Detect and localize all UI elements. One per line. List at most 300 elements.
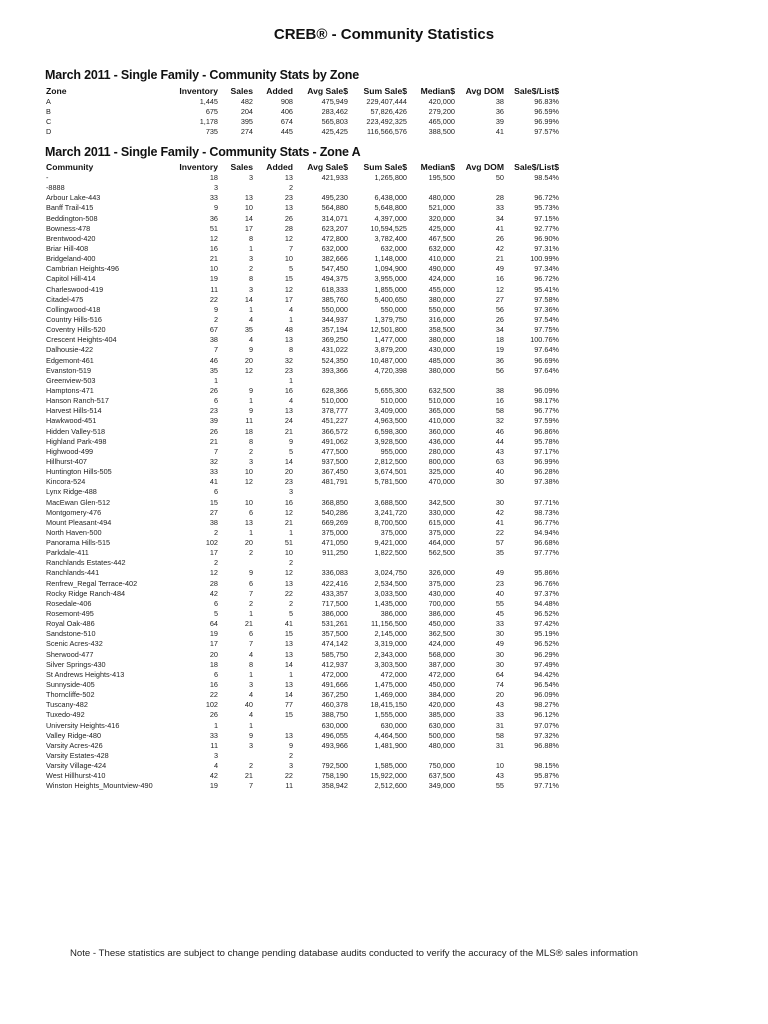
cell-added: 22 bbox=[284, 588, 293, 598]
table-row bbox=[46, 366, 566, 376]
cell-sale-list-ratio: 95.73% bbox=[534, 203, 559, 213]
cell-sum-sale: 15,922,000 bbox=[370, 771, 407, 781]
cell-avg-sale: 368,850 bbox=[321, 497, 348, 507]
cell-added: 16 bbox=[284, 385, 293, 395]
cell-name: - bbox=[46, 173, 49, 182]
cell-avg-dom: 31 bbox=[495, 740, 504, 750]
cell-added: 13 bbox=[284, 639, 293, 649]
column-header-added: Added bbox=[266, 86, 293, 96]
cell-avg-sale: 758,190 bbox=[321, 771, 348, 781]
cell-avg-sale: 628,366 bbox=[321, 385, 348, 395]
cell-sale-list-ratio: 96.76% bbox=[534, 578, 559, 588]
cell-sale-list-ratio: 96.29% bbox=[534, 649, 559, 659]
cell-name: Coventry Hills-520 bbox=[46, 325, 106, 335]
cell-inventory: 2 bbox=[213, 558, 218, 568]
table-row bbox=[46, 325, 566, 335]
cell-name: Briar Hill-408 bbox=[46, 243, 89, 253]
cell-sale-list-ratio: 97.57% bbox=[534, 127, 559, 137]
cell-median: 470,000 bbox=[428, 477, 455, 487]
cell-avg-sale: 460,378 bbox=[321, 700, 348, 710]
cell-median: 455,000 bbox=[428, 284, 455, 294]
column-header-median: Median$ bbox=[420, 86, 455, 96]
cell-sale-list-ratio: 96.99% bbox=[534, 117, 559, 127]
cell-median: 410,000 bbox=[428, 254, 455, 264]
cell-added: 4 bbox=[288, 304, 293, 314]
cell-avg-dom: 36 bbox=[495, 355, 504, 365]
cell-added: 7 bbox=[288, 243, 293, 253]
cell-sales: 7 bbox=[248, 588, 253, 598]
cell-added: 1 bbox=[288, 314, 293, 324]
cell-name: Brentwood-420 bbox=[46, 233, 96, 243]
cell-added: 41 bbox=[284, 619, 293, 629]
cell-median: 430,000 bbox=[428, 588, 455, 598]
cell-name: Arbour Lake-443 bbox=[46, 193, 101, 203]
cell-inventory: 64 bbox=[209, 619, 218, 629]
cell-median: 380,000 bbox=[428, 294, 455, 304]
cell-sum-sale: 2,534,500 bbox=[374, 578, 407, 588]
column-header-avg-sale: Avg Sale$ bbox=[307, 86, 348, 96]
cell-name: Tuxedo-492 bbox=[46, 710, 85, 720]
cell-avg-dom: 31 bbox=[495, 720, 504, 730]
cell-avg-dom: 16 bbox=[495, 396, 504, 406]
cell-sales: 12 bbox=[244, 365, 253, 375]
cell-inventory: 6 bbox=[213, 669, 218, 679]
cell-avg-sale: 911,250 bbox=[322, 548, 348, 558]
cell-added: 21 bbox=[284, 517, 293, 527]
cell-added: 5 bbox=[288, 264, 293, 274]
table-row bbox=[46, 254, 566, 264]
cell-name: Winston Heights_Mountview-490 bbox=[46, 781, 153, 791]
cell-name: Capitol Hill-414 bbox=[46, 274, 96, 284]
cell-sales: 8 bbox=[248, 436, 253, 446]
column-header-inventory: Inventory bbox=[179, 86, 218, 96]
cell-name: Renfrew_Regal Terrace-402 bbox=[46, 578, 138, 588]
table-row bbox=[46, 741, 566, 751]
table-row bbox=[46, 650, 566, 660]
cell-inventory: 735 bbox=[205, 127, 218, 137]
cell-sale-list-ratio: 96.09% bbox=[534, 690, 559, 700]
cell-sales: 11 bbox=[245, 416, 253, 426]
cell-sales: 35 bbox=[244, 325, 253, 335]
cell-sum-sale: 1,475,000 bbox=[374, 680, 407, 690]
cell-added: 77 bbox=[284, 700, 293, 710]
cell-name: Dalhousie-422 bbox=[46, 345, 94, 355]
cell-sum-sale: 386,000 bbox=[380, 609, 407, 619]
cell-sum-sale: 1,094,900 bbox=[374, 264, 407, 274]
cell-name: C bbox=[46, 117, 52, 127]
cell-sum-sale: 2,812,500 bbox=[374, 456, 407, 466]
cell-sale-list-ratio: 96.90% bbox=[534, 233, 559, 243]
cell-avg-sale: 531,261 bbox=[321, 619, 348, 629]
cell-median: 630,000 bbox=[428, 720, 455, 730]
cell-added: 48 bbox=[284, 325, 293, 335]
table-row bbox=[46, 528, 566, 538]
cell-sale-list-ratio: 97.37% bbox=[534, 588, 559, 598]
cell-sales: 9 bbox=[248, 406, 253, 416]
cell-avg-dom: 44 bbox=[495, 436, 504, 446]
cell-inventory: 18 bbox=[209, 173, 218, 182]
column-header-avg-sale: Avg Sale$ bbox=[307, 162, 348, 172]
cell-median: 325,000 bbox=[428, 467, 455, 477]
table-row bbox=[46, 771, 566, 781]
cell-sum-sale: 3,319,000 bbox=[374, 639, 407, 649]
table-row bbox=[46, 518, 566, 528]
cell-median: 450,000 bbox=[428, 680, 455, 690]
cell-avg-dom: 41 bbox=[495, 223, 504, 233]
cell-sales: 2 bbox=[248, 761, 253, 771]
cell-avg-sale: 431,022 bbox=[321, 345, 348, 355]
cell-inventory: 20 bbox=[209, 649, 218, 659]
cell-sales: 4 bbox=[248, 649, 253, 659]
cell-median: 195,500 bbox=[428, 173, 455, 182]
cell-avg-dom: 64 bbox=[495, 669, 504, 679]
cell-avg-sale: 717,500 bbox=[321, 598, 348, 608]
cell-name: North Haven-500 bbox=[46, 527, 102, 537]
cell-name: D bbox=[46, 127, 52, 137]
cell-name: West Hillhurst-410 bbox=[46, 771, 106, 781]
cell-sum-sale: 3,688,500 bbox=[374, 497, 407, 507]
cell-sum-sale: 5,655,300 bbox=[374, 385, 407, 395]
cell-inventory: 42 bbox=[209, 771, 218, 781]
cell-median: 358,500 bbox=[428, 325, 455, 335]
cell-inventory: 46 bbox=[209, 355, 218, 365]
cell-avg-sale: 494,375 bbox=[321, 274, 348, 284]
cell-added: 12 bbox=[284, 233, 293, 243]
cell-inventory: 26 bbox=[209, 426, 218, 436]
cell-added: 13 bbox=[284, 406, 293, 416]
cell-avg-dom: 32 bbox=[495, 416, 504, 426]
cell-name: Evanston-519 bbox=[46, 365, 92, 375]
cell-sales: 10 bbox=[244, 203, 253, 213]
cell-sum-sale: 1,855,000 bbox=[374, 284, 407, 294]
cell-inventory: 41 bbox=[209, 477, 218, 487]
cell-avg-dom: 36 bbox=[495, 107, 504, 117]
cell-sum-sale: 1,379,750 bbox=[374, 314, 407, 324]
cell-sales: 9 bbox=[248, 730, 253, 740]
cell-name: St Andrews Heights-413 bbox=[46, 669, 125, 679]
cell-sum-sale: 10,487,000 bbox=[370, 355, 407, 365]
table-row bbox=[46, 386, 566, 396]
cell-avg-sale: 385,760 bbox=[321, 294, 348, 304]
cell-name: Greenview-503 bbox=[46, 375, 96, 385]
cell-sale-list-ratio: 97.71% bbox=[534, 497, 559, 507]
cell-median: 424,000 bbox=[428, 639, 455, 649]
cell-sum-sale: 3,024,750 bbox=[374, 568, 407, 578]
table-row bbox=[46, 508, 566, 518]
cell-sum-sale: 18,415,150 bbox=[370, 700, 407, 710]
cell-sum-sale: 3,928,500 bbox=[374, 436, 407, 446]
cell-added: 17 bbox=[284, 294, 293, 304]
cell-avg-dom: 40 bbox=[495, 467, 504, 477]
cell-avg-sale: 540,286 bbox=[321, 507, 348, 517]
table-row bbox=[46, 305, 566, 315]
cell-median: 362,500 bbox=[428, 629, 455, 639]
cell-avg-dom: 12 bbox=[495, 284, 504, 294]
column-header-median: Median$ bbox=[420, 162, 455, 172]
cell-name: Ranchlands Estates-442 bbox=[46, 558, 126, 568]
cell-inventory: 12 bbox=[209, 233, 218, 243]
cell-name: Royal Oak-486 bbox=[46, 619, 95, 629]
column-header-sale-list-ratio: Sale$/List$ bbox=[514, 86, 559, 96]
cell-added: 3 bbox=[288, 761, 293, 771]
cell-inventory: 3 bbox=[213, 751, 218, 761]
cell-sum-sale: 5,781,500 bbox=[374, 477, 407, 487]
cell-avg-sale: 632,000 bbox=[321, 243, 348, 253]
cell-name: Highland Park-498 bbox=[46, 436, 107, 446]
table-row bbox=[46, 721, 566, 731]
cell-inventory: 7 bbox=[213, 345, 218, 355]
column-header-sales: Sales bbox=[230, 162, 253, 172]
cell-avg-dom: 28 bbox=[495, 193, 504, 203]
table-row bbox=[46, 193, 566, 203]
table-row bbox=[46, 447, 566, 457]
cell-inventory: 6 bbox=[213, 598, 218, 608]
table-row bbox=[46, 731, 566, 741]
cell-sum-sale: 3,879,200 bbox=[374, 345, 407, 355]
cell-sale-list-ratio: 96.72% bbox=[534, 274, 559, 284]
cell-avg-sale: 481,791 bbox=[321, 477, 348, 487]
cell-added: 4 bbox=[288, 396, 293, 406]
cell-added: 15 bbox=[284, 629, 293, 639]
cell-name: Collingwood-418 bbox=[46, 304, 101, 314]
cell-sales: 395 bbox=[240, 117, 253, 127]
cell-name: Rocky Ridge Ranch-484 bbox=[46, 588, 126, 598]
cell-median: 480,000 bbox=[428, 740, 455, 750]
cell-inventory: 19 bbox=[209, 629, 218, 639]
cell-inventory: 9 bbox=[213, 203, 218, 213]
cell-avg-dom: 26 bbox=[495, 314, 504, 324]
cell-inventory: 17 bbox=[209, 548, 218, 558]
cell-avg-sale: 433,357 bbox=[321, 588, 348, 598]
cell-avg-dom: 43 bbox=[495, 700, 504, 710]
cell-sum-sale: 3,955,000 bbox=[374, 274, 407, 284]
cell-inventory: 19 bbox=[209, 781, 218, 791]
cell-sum-sale: 2,145,000 bbox=[374, 629, 407, 639]
cell-avg-dom: 74 bbox=[495, 680, 504, 690]
cell-median: 425,000 bbox=[428, 223, 455, 233]
cell-inventory: 67 bbox=[209, 325, 218, 335]
cell-avg-dom: 56 bbox=[495, 304, 504, 314]
cell-median: 365,000 bbox=[428, 406, 455, 416]
cell-name: Valley Ridge-480 bbox=[46, 730, 102, 740]
cell-inventory: 6 bbox=[213, 396, 218, 406]
cell-name: Parkdale-411 bbox=[46, 548, 89, 558]
cell-sale-list-ratio: 97.64% bbox=[534, 365, 559, 375]
cell-sum-sale: 955,000 bbox=[380, 446, 407, 456]
cell-sum-sale: 5,400,650 bbox=[374, 294, 407, 304]
page-title: CREB® - Community Statistics bbox=[273, 26, 495, 43]
column-header-inventory: Inventory bbox=[179, 162, 218, 172]
cell-median: 615,000 bbox=[428, 517, 455, 527]
cell-sale-list-ratio: 97.34% bbox=[534, 264, 559, 274]
cell-inventory: 7 bbox=[213, 446, 218, 456]
cell-sum-sale: 3,303,500 bbox=[374, 659, 407, 669]
cell-inventory: 12 bbox=[209, 568, 218, 578]
cell-median: 410,000 bbox=[428, 416, 455, 426]
cell-median: 467,500 bbox=[428, 233, 455, 243]
cell-sale-list-ratio: 96.54% bbox=[534, 680, 559, 690]
cell-avg-sale: 495,230 bbox=[321, 193, 348, 203]
cell-avg-dom: 20 bbox=[495, 690, 504, 700]
table-row bbox=[46, 477, 566, 487]
column-header-sum-sale: Sum Sale$ bbox=[363, 86, 407, 96]
cell-sale-list-ratio: 94.42% bbox=[534, 669, 559, 679]
cell-added: 13 bbox=[284, 578, 293, 588]
cell-sum-sale: 3,782,400 bbox=[374, 233, 407, 243]
table-row bbox=[46, 589, 566, 599]
column-header-sum-sale: Sum Sale$ bbox=[363, 162, 407, 172]
cell-sales: 9 bbox=[248, 385, 253, 395]
cell-sales: 9 bbox=[248, 568, 253, 578]
cell-sale-list-ratio: 94.48% bbox=[534, 598, 559, 608]
cell-sales: 4 bbox=[248, 314, 253, 324]
table-row bbox=[46, 345, 566, 355]
cell-sales: 14 bbox=[244, 294, 253, 304]
cell-name: Sherwood-477 bbox=[46, 649, 94, 659]
cell-name: Huntington Hills-505 bbox=[46, 467, 112, 477]
cell-inventory: 51 bbox=[209, 223, 218, 233]
cell-name: Country Hills-516 bbox=[46, 314, 102, 324]
cell-avg-sale: 491,062 bbox=[321, 436, 348, 446]
cell-avg-dom: 63 bbox=[495, 456, 504, 466]
cell-median: 386,000 bbox=[428, 609, 455, 619]
cell-name: Hanson Ranch-517 bbox=[46, 396, 109, 406]
cell-sales: 20 bbox=[244, 538, 253, 548]
cell-avg-sale: 357,500 bbox=[321, 629, 348, 639]
cell-avg-dom: 30 bbox=[495, 477, 504, 487]
table-row bbox=[46, 710, 566, 720]
cell-added: 10 bbox=[284, 548, 293, 558]
cell-median: 562,500 bbox=[428, 548, 455, 558]
cell-name: Hillhurst-407 bbox=[46, 456, 87, 466]
cell-added: 16 bbox=[284, 497, 293, 507]
cell-sale-list-ratio: 95.78% bbox=[534, 436, 559, 446]
table-header bbox=[46, 85, 566, 97]
cell-name: Charleswood-419 bbox=[46, 284, 104, 294]
table-row bbox=[46, 183, 566, 193]
cell-avg-dom: 43 bbox=[495, 446, 504, 456]
cell-avg-dom: 35 bbox=[495, 548, 504, 558]
cell-added: 8 bbox=[288, 345, 293, 355]
cell-name: Silver Springs-430 bbox=[46, 659, 106, 669]
table-row bbox=[46, 285, 566, 295]
cell-avg-dom: 30 bbox=[495, 497, 504, 507]
cell-inventory: 17 bbox=[209, 639, 218, 649]
cell-name: Scenic Acres-432 bbox=[46, 639, 103, 649]
community-stats-table bbox=[46, 161, 566, 792]
cell-avg-dom: 22 bbox=[495, 527, 504, 537]
cell-median: 800,000 bbox=[428, 456, 455, 466]
cell-sale-list-ratio: 96.77% bbox=[534, 406, 559, 416]
cell-median: 637,500 bbox=[428, 771, 455, 781]
table-row bbox=[46, 234, 566, 244]
cell-name: Beddington-508 bbox=[46, 213, 98, 223]
cell-added: 14 bbox=[284, 456, 293, 466]
cell-added: 674 bbox=[280, 117, 293, 127]
table-row bbox=[46, 356, 566, 366]
cell-median: 430,000 bbox=[428, 345, 455, 355]
table-row bbox=[46, 579, 566, 589]
cell-name: -8888 bbox=[46, 183, 65, 193]
cell-avg-dom: 18 bbox=[495, 335, 504, 345]
cell-avg-dom: 38 bbox=[495, 385, 504, 395]
cell-name: Varsity Estates-428 bbox=[46, 751, 109, 761]
cell-sales: 2 bbox=[248, 598, 253, 608]
cell-avg-dom: 41 bbox=[495, 517, 504, 527]
cell-avg-sale: 937,500 bbox=[321, 456, 348, 466]
cell-sum-sale: 229,407,444 bbox=[366, 97, 407, 106]
cell-sale-list-ratio: 96.69% bbox=[534, 355, 559, 365]
table-row bbox=[46, 173, 566, 183]
cell-name: Sunnyside-405 bbox=[46, 680, 95, 690]
cell-avg-dom: 49 bbox=[495, 264, 504, 274]
cell-sale-list-ratio: 98.27% bbox=[534, 700, 559, 710]
cell-name: Sandstone-510 bbox=[46, 629, 96, 639]
table-row bbox=[46, 97, 566, 107]
cell-avg-dom: 33 bbox=[495, 619, 504, 629]
cell-sales: 7 bbox=[248, 781, 253, 791]
cell-avg-dom: 19 bbox=[495, 345, 504, 355]
cell-added: 1 bbox=[288, 375, 293, 385]
cell-sale-list-ratio: 96.52% bbox=[534, 639, 559, 649]
cell-sales: 1 bbox=[248, 669, 253, 679]
cell-sales: 6 bbox=[248, 507, 253, 517]
cell-inventory: 38 bbox=[209, 335, 218, 345]
cell-sale-list-ratio: 97.59% bbox=[534, 416, 559, 426]
cell-inventory: 102 bbox=[205, 700, 218, 710]
cell-name: Panorama Hills-515 bbox=[46, 538, 111, 548]
cell-name: Kincora-524 bbox=[46, 477, 86, 487]
table-row bbox=[46, 599, 566, 609]
cell-median: 380,000 bbox=[428, 335, 455, 345]
cell-inventory: 21 bbox=[209, 254, 218, 264]
cell-sale-list-ratio: 96.88% bbox=[534, 740, 559, 750]
cell-inventory: 19 bbox=[209, 274, 218, 284]
table-row bbox=[46, 558, 566, 568]
cell-sale-list-ratio: 96.77% bbox=[534, 517, 559, 527]
cell-avg-dom: 26 bbox=[495, 233, 504, 243]
cell-name: Hidden Valley-518 bbox=[46, 426, 106, 436]
cell-name: Harvest Hills-514 bbox=[46, 406, 102, 416]
footer-note: Note - These statistics are subject to change pending database audits conducted to verify the accuracy of the MLS® sales information bbox=[70, 948, 638, 959]
column-header-added: Added bbox=[266, 162, 293, 172]
cell-avg-sale: 344,937 bbox=[321, 314, 348, 324]
cell-inventory: 675 bbox=[205, 107, 218, 117]
cell-sum-sale: 632,000 bbox=[380, 243, 407, 253]
cell-sale-list-ratio: 98.15% bbox=[534, 761, 559, 771]
cell-name: Bowness-478 bbox=[46, 223, 91, 233]
cell-added: 2 bbox=[288, 751, 293, 761]
cell-sum-sale: 550,000 bbox=[380, 304, 407, 314]
cell-sale-list-ratio: 96.68% bbox=[534, 538, 559, 548]
cell-avg-dom: 50 bbox=[495, 173, 504, 182]
cell-median: 388,500 bbox=[428, 127, 455, 137]
cell-avg-sale: 618,333 bbox=[321, 284, 348, 294]
cell-sales: 1 bbox=[248, 720, 253, 730]
cell-sum-sale: 223,492,325 bbox=[366, 117, 407, 127]
cell-inventory: 1 bbox=[213, 720, 218, 730]
cell-avg-sale: 283,462 bbox=[321, 107, 348, 117]
cell-sum-sale: 3,241,720 bbox=[374, 507, 407, 517]
cell-sale-list-ratio: 97.58% bbox=[534, 294, 559, 304]
table-row bbox=[46, 751, 566, 761]
cell-avg-sale: 493,966 bbox=[321, 740, 348, 750]
cell-inventory: 32 bbox=[209, 456, 218, 466]
column-header-sales: Sales bbox=[230, 86, 253, 96]
cell-median: 420,000 bbox=[428, 97, 455, 106]
cell-avg-dom: 42 bbox=[495, 243, 504, 253]
cell-avg-sale: 472,800 bbox=[321, 233, 348, 243]
